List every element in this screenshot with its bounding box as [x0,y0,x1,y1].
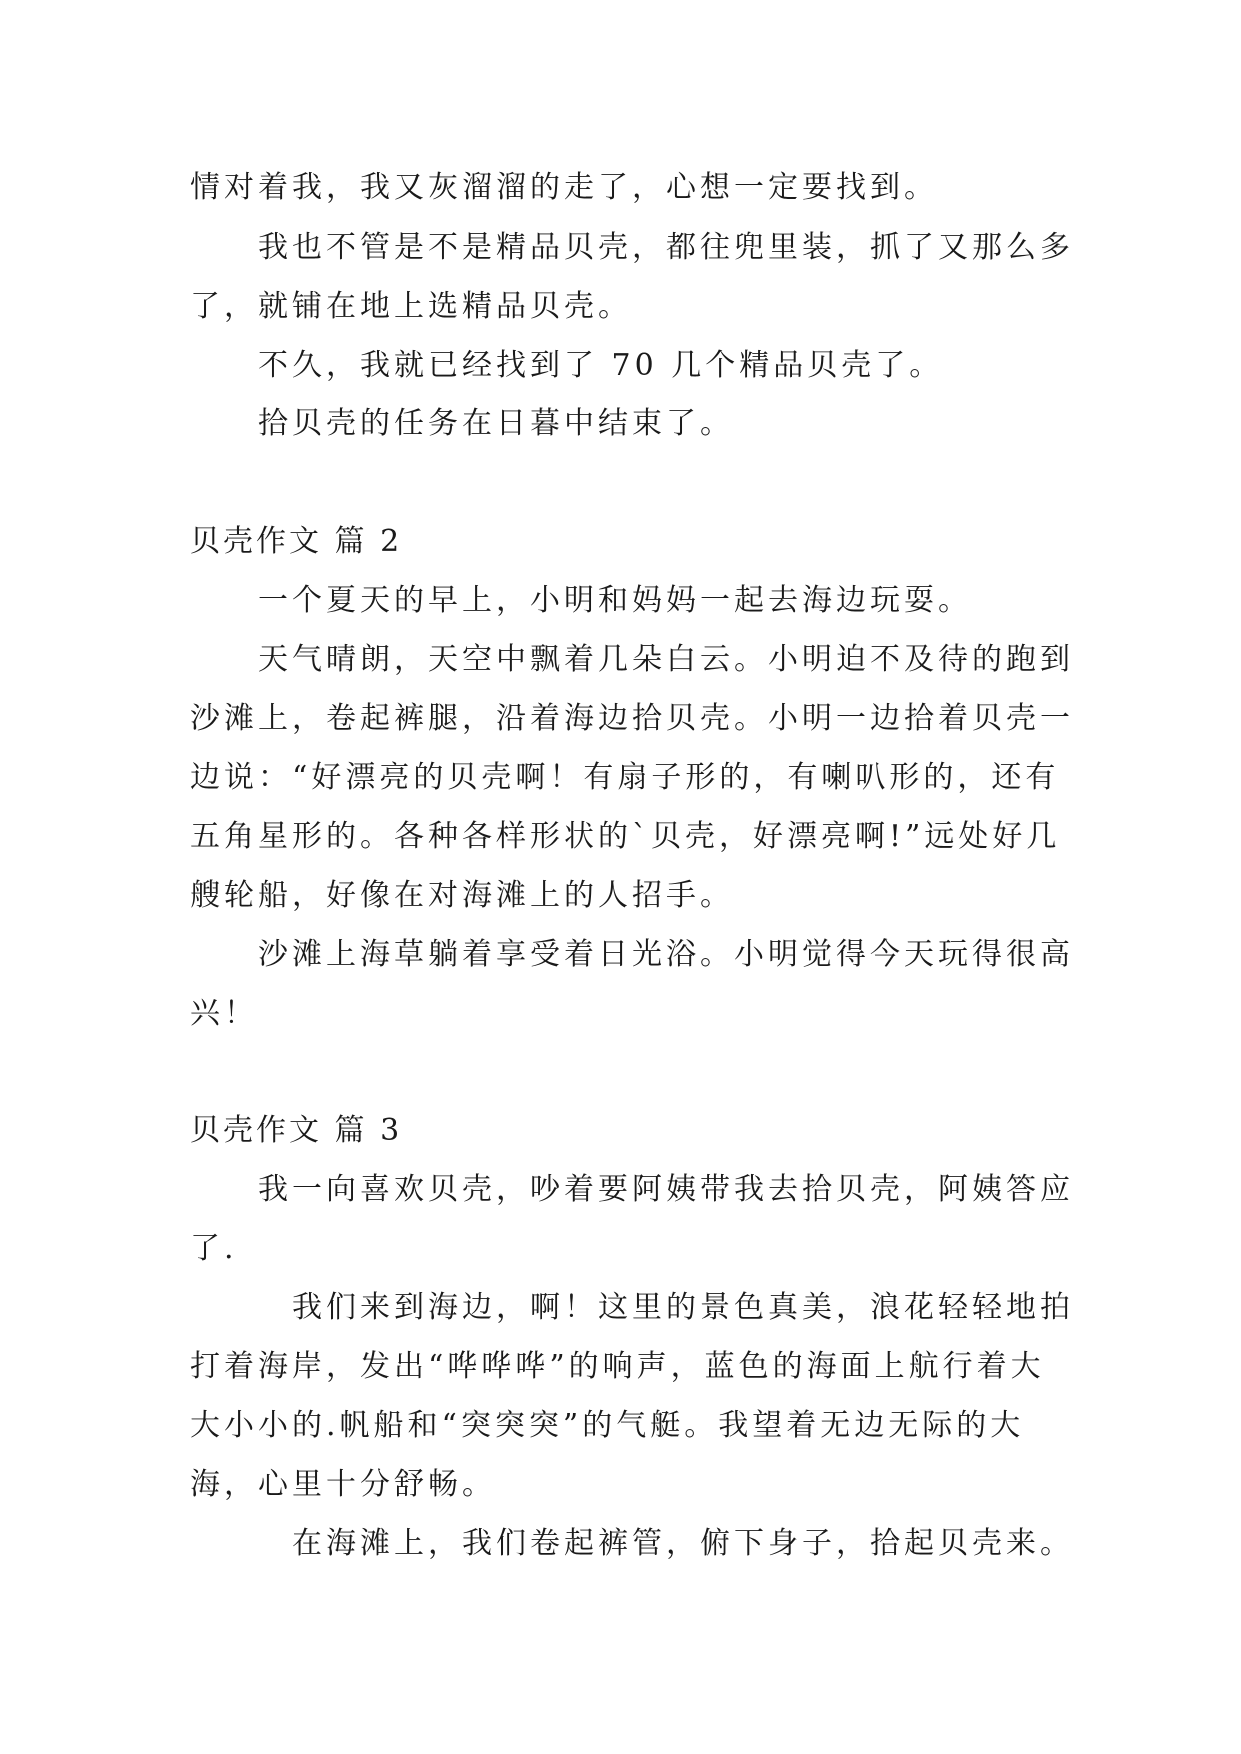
paragraph-line: 情对着我，我又灰溜溜的走了，心想一定要找到。 [190,170,938,205]
paragraph-line: 五角星形的。各种各样形状的`贝壳，好漂亮啊!”远处好几 [190,819,1061,854]
paragraph-line: 拾贝壳的任务在日暮中结束了。 [258,406,734,441]
paragraph-line: 我们来到海边，啊！这里的景色真美，浪花轻轻地拍 [292,1290,1074,1325]
paragraph-line: 沙滩上海草躺着享受着日光浴。小明觉得今天玩得很高 [258,937,1074,972]
paragraph-line: 了. [190,1231,238,1266]
paragraph-line: 天气晴朗，天空中飘着几朵白云。小明迫不及待的跑到 [258,642,1074,677]
paragraph-line: 兴！ [190,996,258,1031]
paragraph-line: 不久，我就已经找到了 70 几个精品贝壳了。 [258,348,944,383]
section-heading: 贝壳作文 篇 2 [190,524,403,559]
paragraph-line: 了，就铺在地上选精品贝壳。 [190,289,632,324]
paragraph-line: 边说：“好漂亮的贝壳啊！有扇子形的，有喇叭形的，还有 [190,760,1060,795]
paragraph-line: 我一向喜欢贝壳，吵着要阿姨带我去拾贝壳，阿姨答应 [258,1172,1074,1207]
paragraph-line: 大小小的.帆船和“突突突”的气艇。我望着无边无际的大 [190,1408,1025,1443]
paragraph-line: 打着海岸，发出“哗哗哗”的响声，蓝色的海面上航行着大 [190,1349,1045,1384]
paragraph-line: 我也不管是不是精品贝壳，都往兜里装，抓了又那么多 [258,230,1074,265]
paragraph-line: 海，心里十分舒畅。 [190,1467,496,1502]
paragraph-line: 艘轮船，好像在对海滩上的人招手。 [190,878,734,913]
paragraph-line: 在海滩上，我们卷起裤管，俯下身子，拾起贝壳来。 [292,1526,1074,1561]
section-heading: 贝壳作文 篇 3 [190,1113,403,1148]
paragraph-line: 沙滩上，卷起裤腿，沿着海边拾贝壳。小明一边拾着贝壳一 [190,701,1074,736]
paragraph-line: 一个夏天的早上，小明和妈妈一起去海边玩耍。 [258,583,972,618]
